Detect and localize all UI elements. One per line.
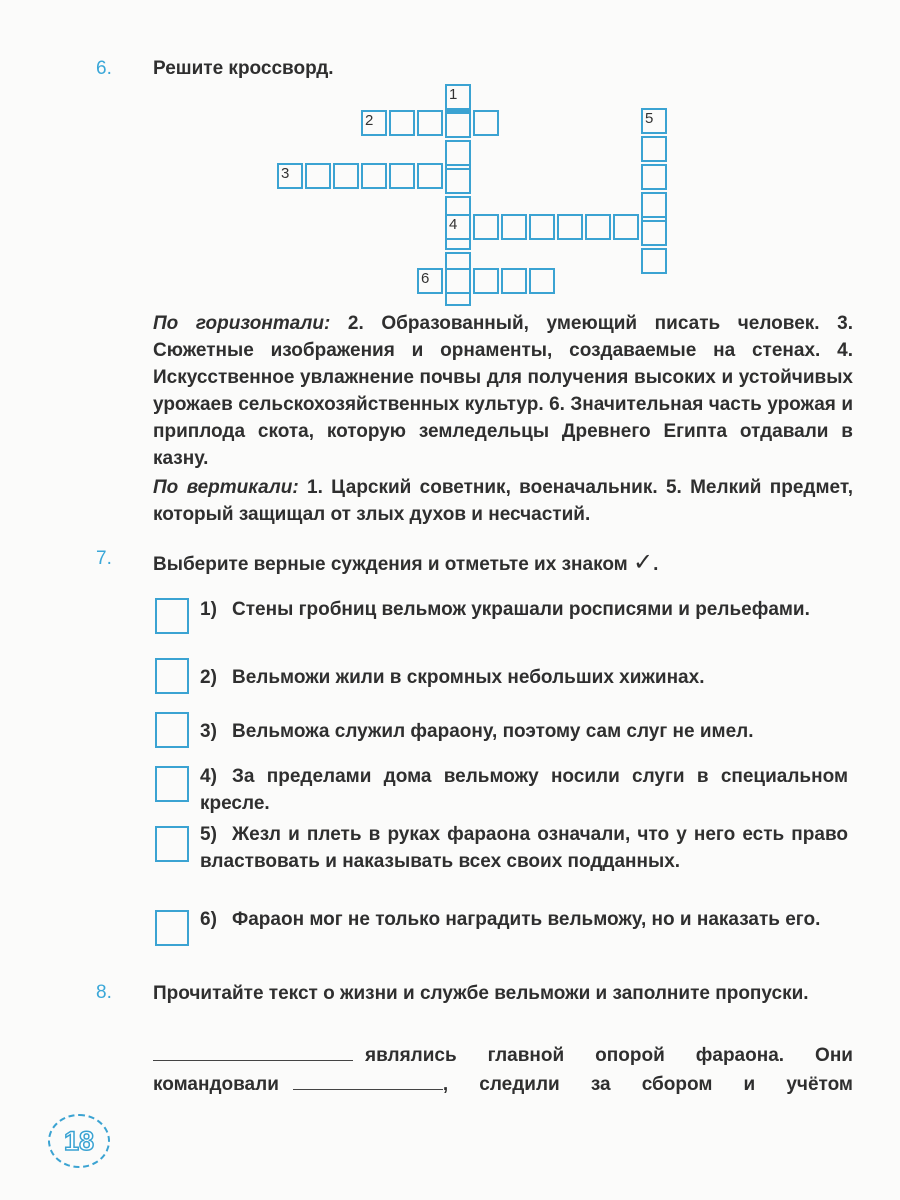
task6-number: 6.: [96, 58, 112, 79]
clue-h4-text: Искусственное увлажнение почвы для получения высоких и устойчивых урожаев сельскохозяйственных культур.: [153, 367, 853, 415]
crossword-cell[interactable]: [361, 110, 387, 136]
statement-2-text: Вельможи жили в скромных небольших хижинах.: [232, 667, 705, 688]
clue-v1-number: 1.: [307, 477, 323, 498]
statement-1: [200, 596, 848, 623]
task8-number: 8.: [96, 982, 112, 1003]
crossword-cell[interactable]: [641, 248, 667, 274]
statement-1-checkbox[interactable]: [155, 598, 189, 634]
task7-title-end: .: [653, 554, 659, 575]
statement-5-checkbox[interactable]: [155, 826, 189, 862]
statement-3: [200, 718, 848, 745]
crossword-cell[interactable]: [445, 84, 471, 110]
task8-line-1: [153, 1042, 853, 1069]
crossword-cell[interactable]: [473, 268, 499, 294]
crossword-cell[interactable]: [417, 163, 443, 189]
task8-part3: , следили за сбором и учётом: [442, 1074, 853, 1095]
crossword-cell[interactable]: [417, 110, 443, 136]
crossword-cell[interactable]: [305, 163, 331, 189]
clue-h3-text: Сюжетные изображения и орнаменты, создаваемые на стенах.: [153, 340, 821, 361]
statement-6-checkbox[interactable]: [155, 910, 189, 946]
task8-part1: являлись главной опорой фараона. Они: [365, 1045, 853, 1066]
crossword-cell[interactable]: [417, 268, 443, 294]
clue-v1-text: Царский советник, военачальник.: [331, 477, 658, 498]
horizontal-clues: [153, 310, 853, 472]
statement-5-text: Жезл и плеть в руках фараона означали, что у него есть право властвовать и наказывать всех своих подданных.: [200, 824, 848, 872]
crossword-cell[interactable]: [641, 136, 667, 162]
crossword-cell[interactable]: [641, 108, 667, 134]
crossword-cell[interactable]: [361, 163, 387, 189]
statement-4: [200, 763, 848, 817]
crossword-cell[interactable]: [585, 214, 611, 240]
task8-text: [153, 1042, 853, 1098]
vertical-clues: [153, 474, 853, 528]
statement-6-number: 6): [200, 909, 217, 930]
crossword-clue-number: 2: [365, 112, 374, 129]
crossword-cell[interactable]: [389, 110, 415, 136]
statement-6: [200, 906, 848, 933]
clue-v5-number: 5.: [665, 477, 682, 498]
statement-3-number: 3): [200, 721, 217, 742]
crossword-cell[interactable]: [501, 214, 527, 240]
crossword-cell[interactable]: [473, 110, 499, 136]
crossword-cell[interactable]: [445, 140, 471, 166]
crossword-cell[interactable]: [529, 268, 555, 294]
crossword-cell[interactable]: [641, 192, 667, 218]
vertical-label: По вертикали:: [153, 477, 299, 498]
clue-h2-text: Образованный, умеющий писать человек.: [381, 313, 820, 334]
crossword-cell[interactable]: [445, 168, 471, 194]
statement-6-text: Фараон мог не только наградить вельможу, но и наказать его.: [232, 909, 821, 930]
task8-line-2: [153, 1071, 853, 1098]
horizontal-label: По горизонтали:: [153, 313, 331, 334]
statement-2-checkbox[interactable]: [155, 658, 189, 694]
clue-h2-number: 2.: [347, 313, 364, 334]
crossword-clue-number: 3: [281, 165, 290, 182]
crossword-cell[interactable]: [501, 268, 527, 294]
crossword-clue-number: 4: [449, 216, 458, 233]
clue-v5-text: Мелкий предмет, который защищал от злых духов и несчастий.: [153, 477, 853, 525]
crossword-cell[interactable]: [389, 163, 415, 189]
statement-4-checkbox[interactable]: [155, 766, 189, 802]
statement-1-number: 1): [200, 599, 217, 620]
page-number-badge: [48, 1114, 110, 1168]
task7-title: Выберите верные суждения и отметьте их знаком: [153, 554, 628, 575]
clue-h6-text: Значительная часть урожая и приплода скота, которую земледельцы Древнего Египта отдавали в казну.: [153, 394, 853, 469]
statement-5: [200, 821, 848, 875]
crossword-cell[interactable]: [333, 163, 359, 189]
crossword-cell[interactable]: [529, 214, 555, 240]
clue-h4-number: 4.: [837, 340, 854, 361]
crossword-clue-number: 1: [449, 86, 458, 103]
crossword-cell[interactable]: [557, 214, 583, 240]
statement-2-number: 2): [200, 667, 217, 688]
crossword-cell[interactable]: [277, 163, 303, 189]
checkmark-icon: ✓: [633, 549, 654, 576]
crossword-cell[interactable]: [445, 112, 471, 138]
statement-4-number: 4): [200, 766, 217, 787]
statement-3-text: Вельможа служил фараону, поэтому сам слуг не имел.: [232, 721, 754, 742]
answer-blank-2[interactable]: [293, 1071, 443, 1090]
statement-4-text: За пределами дома вельможу носили слуги в специальном кресле.: [200, 766, 848, 814]
statement-1-text: Стены гробниц вельмож украшали росписями и рельефами.: [232, 599, 810, 620]
crossword-clue-number: 5: [645, 110, 654, 127]
task6-title: Решите кроссворд.: [153, 58, 334, 79]
crossword-cell[interactable]: [613, 214, 639, 240]
crossword-cell[interactable]: [445, 268, 471, 294]
clue-h3-number: 3.: [837, 313, 853, 334]
clue-h6-number: 6.: [549, 394, 565, 415]
task7-number: 7.: [96, 548, 112, 569]
statement-5-number: 5): [200, 824, 217, 845]
task8-part2: командовали: [153, 1074, 279, 1095]
crossword-clue-number: 6: [421, 270, 430, 287]
answer-blank-1[interactable]: [153, 1042, 353, 1061]
statement-2: [200, 664, 848, 691]
crossword-cell[interactable]: [445, 214, 471, 240]
statement-3-checkbox[interactable]: [155, 712, 189, 748]
crossword-cell[interactable]: [473, 214, 499, 240]
task8-title: Прочитайте текст о жизни и службе вельможи и заполните пропуски.: [153, 983, 809, 1004]
crossword-cell[interactable]: [641, 164, 667, 190]
page-number: 18: [63, 1125, 95, 1156]
task7-title-line: [153, 548, 658, 577]
crossword-cell[interactable]: [641, 220, 667, 246]
